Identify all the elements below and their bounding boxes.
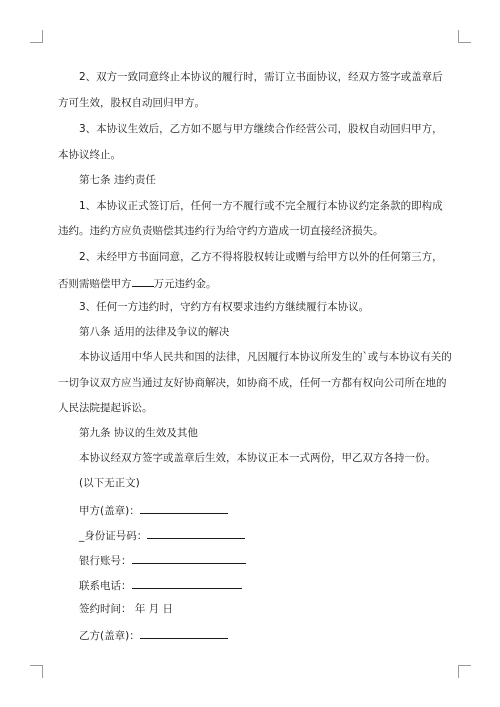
clause-6-3-line-2: 本协议终止。	[58, 149, 121, 161]
id-number-label: _身份证号码：	[79, 530, 148, 542]
crop-mark-bottom-right	[458, 665, 471, 678]
article-9-heading: 第九条 协议的生效及其他	[79, 427, 198, 439]
signing-date-row: 签约时间： 年 月 日	[79, 603, 174, 615]
clause-6-2-line-1: 2、双方一致同意终止本协议的履行时，需订立书面协议，经双方签字或盖章后	[79, 71, 443, 83]
clause-6-2-line-2: 方可生效，股权自动回归甲方。	[58, 97, 205, 109]
article-8-line-2: 一切争议双方应当通过友好协商解决，如协商不成，任何一方都有权向公司所在地的	[58, 377, 447, 389]
article-8-line-1: 本协议适用中华人民共和国的法律，凡因履行本协议所发生的`或与本协议有关的	[79, 351, 452, 363]
clause-7-2-line-1: 2、未经甲方书面同意，乙方不得将股权转让或赠与给甲方以外的任何第三方，	[79, 251, 443, 263]
clause-7-2-text-after-blank: 万元违约金。	[153, 278, 217, 290]
bank-account-row	[79, 552, 458, 568]
phone-row	[79, 577, 458, 593]
phone-blank[interactable]	[132, 577, 242, 589]
bank-account-blank[interactable]	[132, 552, 246, 564]
clause-7-2-text-before-blank: 否则需赔偿甲方	[58, 278, 132, 290]
penalty-amount-blank[interactable]	[132, 275, 154, 287]
id-number-row	[79, 527, 458, 543]
party-a-signature-blank[interactable]	[140, 502, 228, 514]
party-a-signature-row	[79, 502, 458, 518]
clause-6-3-line-1: 3、本协议生效后，乙方如不愿与甲方继续合作经营公司，股权自动回归甲方，	[79, 123, 443, 135]
party-b-signature-row	[79, 627, 458, 643]
article-9-text: 本协议经双方签字或盖章后生效，本协议正本一式两份，甲乙双方各持一份。	[79, 452, 436, 464]
crop-mark-top-right	[458, 30, 471, 43]
party-a-label: 甲方(盖章)：	[79, 505, 140, 517]
article-8-heading: 第八条 适用的法律及争议的解决	[79, 326, 230, 338]
bank-account-label: 银行账号：	[79, 555, 132, 567]
id-number-blank[interactable]	[147, 527, 245, 539]
crop-mark-top-left	[30, 30, 43, 43]
clause-7-1-line-2: 违约。违约方应负责赔偿其违约行为给守约方造成一切直接经济损失。	[58, 225, 384, 237]
no-further-text-note: (以下无正文)	[79, 477, 140, 489]
clause-7-1-line-1: 1、本协议正式签订后，任何一方不履行或不完全履行本协议约定条款的即构成	[79, 200, 443, 212]
phone-label: 联系电话：	[79, 580, 132, 592]
clause-7-3: 3、任何一方违约时，守约方有权要求违约方继续履行本协议。	[79, 301, 370, 313]
party-b-label: 乙方(盖章)：	[79, 630, 140, 642]
crop-mark-bottom-left	[30, 665, 43, 678]
party-b-signature-blank[interactable]	[140, 627, 228, 639]
article-7-heading: 第七条 违约责任	[79, 174, 156, 186]
article-8-line-3: 人民法院提起诉讼。	[58, 402, 153, 414]
clause-7-2-line-2	[58, 275, 458, 291]
